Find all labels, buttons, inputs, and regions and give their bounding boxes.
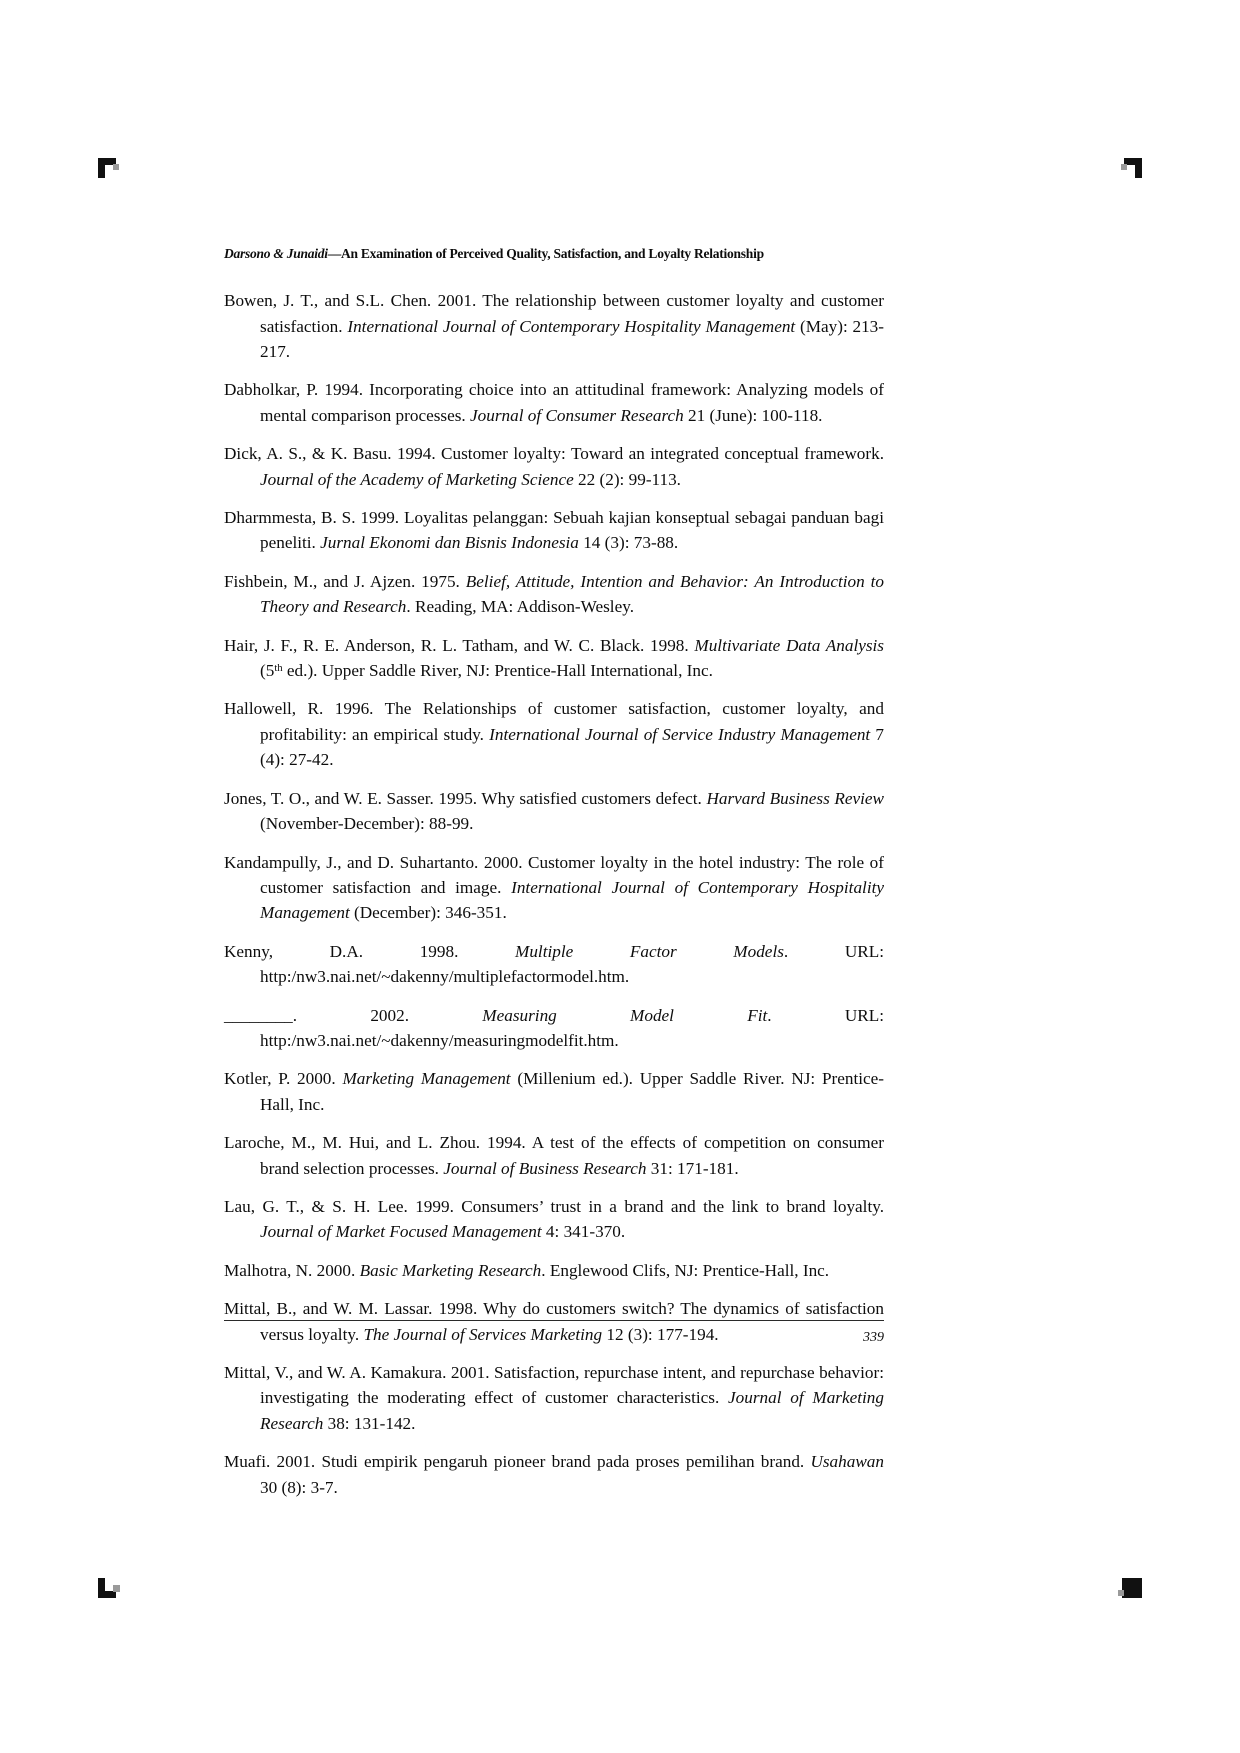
reference-text: Mittal, B., and W. M. Lassar. 1998. Why do customers switch? The dynamics of satisfaction versus loyalty. xyxy=(224,1299,884,1344)
reference-text: Hair, J. F., R. E. Anderson, R. L. Tatham, and W. C. Black. 1998. xyxy=(224,635,695,655)
reference-title-italic: Journal of Consumer Research xyxy=(470,405,684,425)
reference-text: (December): 346-351. xyxy=(349,903,507,923)
reference-title-italic: Journal of the Academy of Marketing Science xyxy=(260,469,574,489)
reference-entry xyxy=(224,1449,884,1500)
reference-text: ed.). Upper Saddle River, NJ: Prentice-Hall International, Inc. xyxy=(282,661,713,681)
reference-text: Lau, G. T., & S. H. Lee. 1999. Consumers’ trust in a brand and the link to brand loyalty. xyxy=(224,1196,884,1216)
reference-text: Fishbein, M., and J. Ajzen. 1975. xyxy=(224,571,466,591)
running-head-title: An Examination of Perceived Quality, Satisfaction, and Loyalty Relationship xyxy=(341,246,764,261)
reference-title-italic: International Journal of Contemporary Hospitality Management xyxy=(260,877,885,923)
reference-text: . Reading, MA: Addison-Wesley. xyxy=(406,597,634,617)
reference-title-italic: Multiple Factor Models xyxy=(515,941,784,961)
reference-entry xyxy=(224,786,884,837)
reference-text: 21 (June): 100-118. xyxy=(683,405,823,425)
reference-text: Dick, A. S., & K. Basu. 1994. Customer loyalty: Toward an integrated conceptual framework. xyxy=(224,444,884,464)
reference-entry xyxy=(224,633,884,684)
reference-text: (5 xyxy=(260,661,275,681)
footer-rule xyxy=(224,1320,884,1321)
running-head xyxy=(224,246,884,262)
page-number: 339 xyxy=(863,1330,884,1345)
reference-text: 12 (3): 177-194. xyxy=(602,1324,719,1344)
reference-title-italic: Journal of Business Research xyxy=(443,1158,647,1178)
reference-text: (May): 213-217. xyxy=(260,316,885,361)
running-head-authors: Darsono & Junaidi xyxy=(224,246,328,261)
reference-text: 30 (8): 3-7. xyxy=(260,1477,338,1497)
reference-text: 22 (2): 99-113. xyxy=(573,469,681,489)
reference-title-italic: Marketing Management xyxy=(342,1069,511,1089)
top-right-crop-mark xyxy=(1116,158,1142,184)
reference-text: Laroche, M., M. Hui, and L. Zhou. 1994. A test of the effects of competition on consumer brand selection processes. xyxy=(224,1133,884,1178)
reference-title-italic: Jurnal Ekonomi dan Bisnis Indonesia xyxy=(320,533,579,553)
edition-ordinal-superscript: th xyxy=(274,663,283,675)
reference-text: . URL: http:/nw3.nai.net/~dakenny/measuringmodelfit.htm. xyxy=(260,1005,885,1050)
reference-entry xyxy=(224,1194,884,1245)
reference-text: Bowen, J. T., and S.L. Chen. 2001. The relationship between customer loyalty and customer satisfaction. xyxy=(224,291,884,336)
reference-title-italic: Harvard Business Review xyxy=(706,788,884,808)
reference-title-italic: The Journal of Services Marketing xyxy=(363,1324,603,1344)
reference-entry xyxy=(224,441,884,492)
reference-title-italic: Usahawan xyxy=(810,1452,884,1472)
reference-entry xyxy=(224,1066,884,1117)
reference-entry xyxy=(224,288,884,364)
reference-text: 4: 341-370. xyxy=(541,1222,626,1242)
reference-entry xyxy=(224,1130,884,1181)
reference-text: . URL: http:/nw3.nai.net/~dakenny/multiplefactormodel.htm. xyxy=(260,941,884,987)
reference-text: 7 (4): 27-42. xyxy=(260,724,884,770)
reference-entry xyxy=(224,505,884,556)
reference-entry xyxy=(224,939,884,990)
reference-title-italic: Belief, Attitude, Intention and Behavior: An Introduction to Theory and Research xyxy=(260,571,884,617)
reference-text: ________. 2002. xyxy=(224,1005,483,1025)
reference-text: Muafi. 2001. Studi empirik pengaruh pioneer brand pada proses pemilihan brand. xyxy=(224,1452,811,1472)
running-head-separator: — xyxy=(327,246,342,261)
reference-text: Dabholkar, P. 1994. Incorporating choice into an attitudinal framework: Analyzing models of mental comparison processes. xyxy=(224,380,884,425)
reference-entry xyxy=(224,1360,884,1436)
reference-title-italic: Multivariate Data Analysis xyxy=(694,635,884,655)
reference-entry xyxy=(224,1258,884,1283)
reference-text: Malhotra, N. 2000. xyxy=(224,1260,360,1280)
bottom-right-crop-mark xyxy=(1116,1572,1142,1598)
reference-text: 14 (3): 73-88. xyxy=(578,533,679,553)
references-list xyxy=(224,288,884,1500)
reference-entry xyxy=(224,569,884,620)
reference-title-italic: Measuring Model Fit xyxy=(482,1005,768,1025)
reference-entry xyxy=(224,1003,884,1054)
reference-title-italic: Journal of Marketing Research xyxy=(260,1388,884,1433)
reference-title-italic: International Journal of Contemporary Hospitality Management xyxy=(347,316,796,336)
reference-text: 31: 171-181. xyxy=(646,1158,739,1178)
reference-entry xyxy=(224,850,884,926)
reference-entry xyxy=(224,696,884,772)
reference-text: Kenny, D.A. 1998. xyxy=(224,941,516,961)
reference-text: Mittal, V., and W. A. Kamakura. 2001. Satisfaction, repurchase intent, and repurchase behavior: investigating the moderating effect of customer characteristics. xyxy=(224,1363,884,1408)
reference-text: (Millenium ed.). Upper Saddle River. NJ: Prentice-Hall, Inc. xyxy=(260,1069,885,1114)
reference-title-italic: International Journal of Service Industry Management xyxy=(489,724,871,744)
reference-text: 38: 131-142. xyxy=(323,1413,416,1433)
page-content xyxy=(224,246,884,1500)
reference-text: Kandampully, J., and D. Suhartanto. 2000. Customer loyalty in the hotel industry: The role of customer satisfaction and image. xyxy=(224,852,884,897)
top-left-crop-mark xyxy=(98,158,124,184)
reference-text: . Englewood Clifs, NJ: Prentice-Hall, Inc. xyxy=(541,1260,830,1280)
reference-text: Dharmmesta, B. S. 1999. Loyalitas pelanggan: Sebuah kajian konseptual sebagai panduan bagi peneliti. xyxy=(224,508,884,553)
reference-title-italic: Basic Marketing Research xyxy=(359,1260,542,1280)
reference-title-italic: Journal of Market Focused Management xyxy=(260,1222,542,1242)
reference-text: Kotler, P. 2000. xyxy=(224,1069,343,1089)
bottom-left-crop-mark xyxy=(98,1572,124,1598)
reference-text: Jones, T. O., and W. E. Sasser. 1995. Why satisfied customers defect. xyxy=(224,788,707,808)
reference-text: (November-December): 88-99. xyxy=(260,814,474,834)
reference-entry xyxy=(224,377,884,428)
reference-text: Hallowell, R. 1996. The Relationships of customer satisfaction, customer loyalty, and profitability: an empirical study. xyxy=(224,699,884,744)
